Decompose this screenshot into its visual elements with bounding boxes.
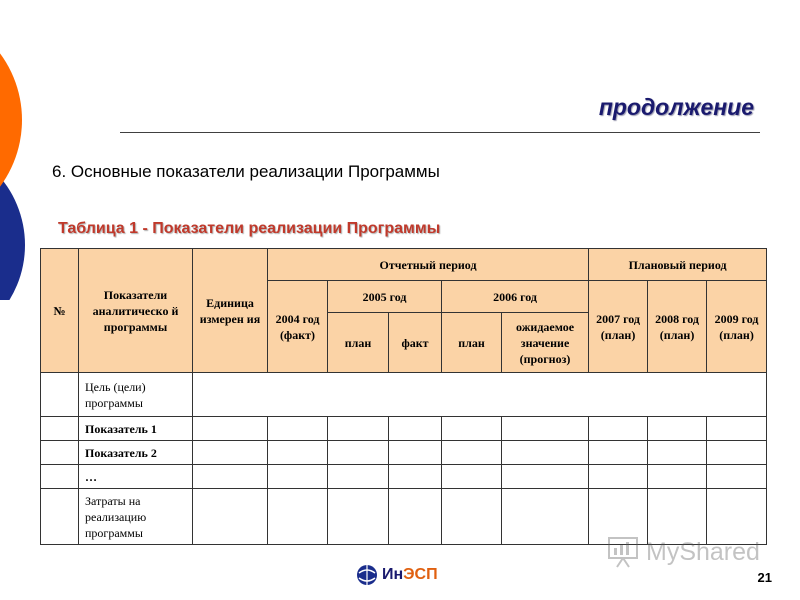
table-row (41, 465, 767, 489)
decorative-circles (0, 0, 40, 300)
continuation-title: продолжение (598, 94, 754, 120)
header-2005-plan: план (328, 313, 389, 373)
header-year-2008: 2008 год (план) (648, 281, 707, 373)
presentation-icon (606, 536, 640, 568)
header-year-2004: 2004 год (факт) (268, 281, 328, 373)
header-year-2005: 2005 год (328, 281, 442, 313)
table-row (41, 373, 767, 417)
header-number: № (41, 249, 79, 373)
row-label-indicator-2: Показатель 2 (79, 441, 193, 465)
header-2005-fact: факт (389, 313, 442, 373)
table-cell (41, 373, 79, 417)
header-year-2009: 2009 год (план) (707, 281, 767, 373)
logo-text: ИнЭСП (382, 566, 438, 583)
indicators-table (40, 248, 767, 545)
header-2006-expected: ожидаемое значение (прогноз) (502, 313, 589, 373)
row-label-indicator-1: Показатель 1 (79, 417, 193, 441)
globe-icon (356, 564, 378, 586)
section-heading: 6. Основные показатели реализации Программы (52, 162, 440, 181)
watermark-text: MyShared (646, 537, 760, 566)
row-label-ellipsis: … (79, 465, 193, 489)
header-indicators: Показатели аналитическо й программы (79, 249, 193, 373)
header-unit: Единица измерен ия (193, 249, 268, 373)
header-year-2006: 2006 год (442, 281, 589, 313)
table-row (41, 417, 767, 441)
title-divider (120, 132, 760, 133)
table-cell (193, 373, 767, 417)
row-label-costs: Затраты на реализацию программы (79, 489, 193, 545)
header-reporting-period: Отчетный период (268, 249, 589, 281)
inesp-logo (356, 564, 438, 586)
table-row (41, 441, 767, 465)
myshared-watermark (606, 536, 760, 568)
table-caption: Таблица 1 - Показатели реализации Программы (58, 220, 441, 237)
header-year-2007: 2007 год (план) (589, 281, 648, 373)
header-planning-period: Плановый период (589, 249, 767, 281)
row-label-goal: Цель (цели) программы (79, 373, 193, 417)
page-number: 21 (757, 570, 772, 585)
header-2006-plan: план (442, 313, 502, 373)
